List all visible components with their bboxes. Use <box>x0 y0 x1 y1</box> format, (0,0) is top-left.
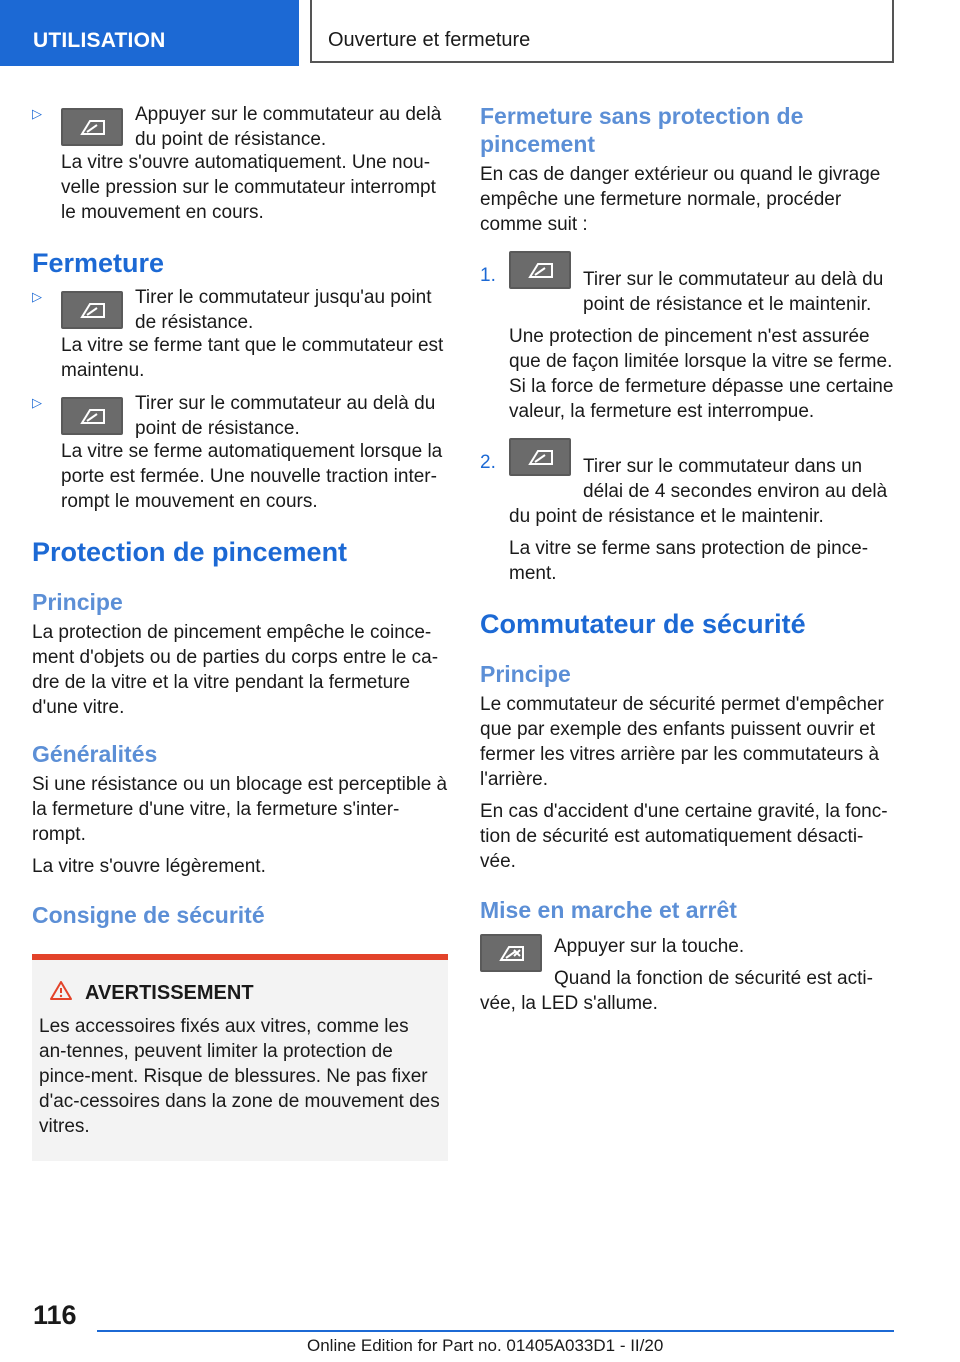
step-text: La vitre se ferme sans protection de pince‐ment. <box>509 538 869 584</box>
window-switch-icon <box>509 438 571 476</box>
step-close-auto <box>32 391 448 514</box>
section-tab <box>0 0 299 66</box>
window-lock-icon <box>480 934 542 972</box>
triangle-right-icon: ▷ <box>32 106 42 121</box>
right-column <box>480 102 896 1016</box>
footer-divider <box>97 1330 894 1332</box>
step-1 <box>480 251 896 424</box>
step-text: Une protection de pincement n'est assurée que de façon limitée lorsque la vitre se ferme. Si la force de fermeture dépasse une certaine valeur, la fermeture est interrompue. <box>509 326 894 422</box>
step-label: Tirer le commutateur jusqu'au point de résistance. <box>135 287 432 333</box>
intro-text: En cas de danger extérieur ou quand le givrage empêche une fermeture normale, procéder comme suit : <box>480 164 881 235</box>
warning-heading <box>49 980 440 1008</box>
generalites-text-1: Si une résistance ou un blocage est perceptible à la fermeture d'une vitre, la fermeture s'inter‐rompt. <box>32 774 448 845</box>
step-close <box>32 285 448 383</box>
window-switch-icon <box>61 108 123 146</box>
step-number: 1. <box>480 265 496 286</box>
step-text: La vitre se ferme automatiquement lorsque la porte est fermée. Une nouvelle traction inter‐rompt le mouvement en cours. <box>61 441 443 512</box>
heading-consigne: Consigne de sécurité <box>32 902 265 928</box>
principe-text-2: En cas d'accident d'une certaine gravité, la fonc‐tion de sécurité est automatiquement désacti‐vée. <box>480 801 888 872</box>
heading-marche: Mise en marche et arrêt <box>480 897 737 923</box>
window-switch-icon <box>61 397 123 435</box>
window-switch-icon <box>61 291 123 329</box>
step-label: Tirer sur le commutateur dans un délai de 4 secondes environ au delà du point de résistance et le maintenir. <box>509 456 888 527</box>
step-2 <box>480 438 896 586</box>
marche-text-2: Quand la fonction de sécurité est acti‐vée, la LED s'allume. <box>480 968 873 1014</box>
warning-triangle-icon <box>49 980 73 1008</box>
left-column <box>32 102 448 1161</box>
heading-commutateur: Commutateur de sécurité <box>480 609 806 639</box>
window-switch-icon <box>509 251 571 289</box>
triangle-right-icon: ▷ <box>32 289 42 304</box>
heading-generalites: Généralités <box>32 741 158 767</box>
step-open-auto <box>32 102 448 225</box>
step-label: Appuyer sur le commutateur au delà du point de résistance. <box>135 104 442 150</box>
step-text: La vitre s'ouvre automatiquement. Une nou‐velle pression sur le commutateur interrompt le mouvement en cours. <box>61 152 436 223</box>
principe-text-1: Le commutateur de sécurité permet d'empêcher que par exemple des enfants puissent ouvrir et fermer les vitres arrière par les commutateurs à l'arrière. <box>480 694 884 790</box>
heading-principe: Principe <box>32 589 123 615</box>
footer-edition: Online Edition for Part no. 01405A033D1 - II/20 <box>307 1336 664 1355</box>
page-number: 116 <box>33 1300 77 1330</box>
warning-box <box>32 954 448 1161</box>
step-text: La vitre se ferme tant que le commutateur est maintenu. <box>61 335 444 381</box>
step-label: Tirer sur le commutateur au delà du point de résistance et le maintenir. <box>583 269 884 315</box>
heading-principe-right: Principe <box>480 661 571 687</box>
generalites-text-2: La vitre s'ouvre légèrement. <box>32 856 266 877</box>
section-title: UTILISATION <box>33 29 166 52</box>
principe-text: La protection de pincement empêche le coince‐ment d'objets ou de parties du corps entre le ca‐dre de la vitre et la vitre pendant la fermeture d'une vitre. <box>32 622 439 718</box>
warning-title: AVERTISSEMENT <box>85 982 254 1004</box>
chapter-title: Ouverture et fermeture <box>328 29 531 51</box>
page-header <box>0 0 960 66</box>
chapter-tab <box>310 0 894 63</box>
marche-block <box>480 934 896 1016</box>
heading-protection: Protection de pincement <box>32 537 348 567</box>
marche-text-1: Appuyer sur la touche. <box>554 936 745 957</box>
heading-sans-protection: Fermeture sans protection de pincement <box>480 103 804 157</box>
heading-fermeture: Fermeture <box>32 248 165 278</box>
warning-text: Les accessoires fixés aux vitres, comme les an‐tennes, peuvent limiter la protection de pince‐ment. Risque de blessures. Ne pas fixer d'ac‐cessoires dans la zone de mouvement des vitres. <box>39 1016 440 1137</box>
step-label: Tirer sur le commutateur au delà du point de résistance. <box>135 393 436 439</box>
step-number: 2. <box>480 452 496 473</box>
triangle-right-icon: ▷ <box>32 395 42 410</box>
